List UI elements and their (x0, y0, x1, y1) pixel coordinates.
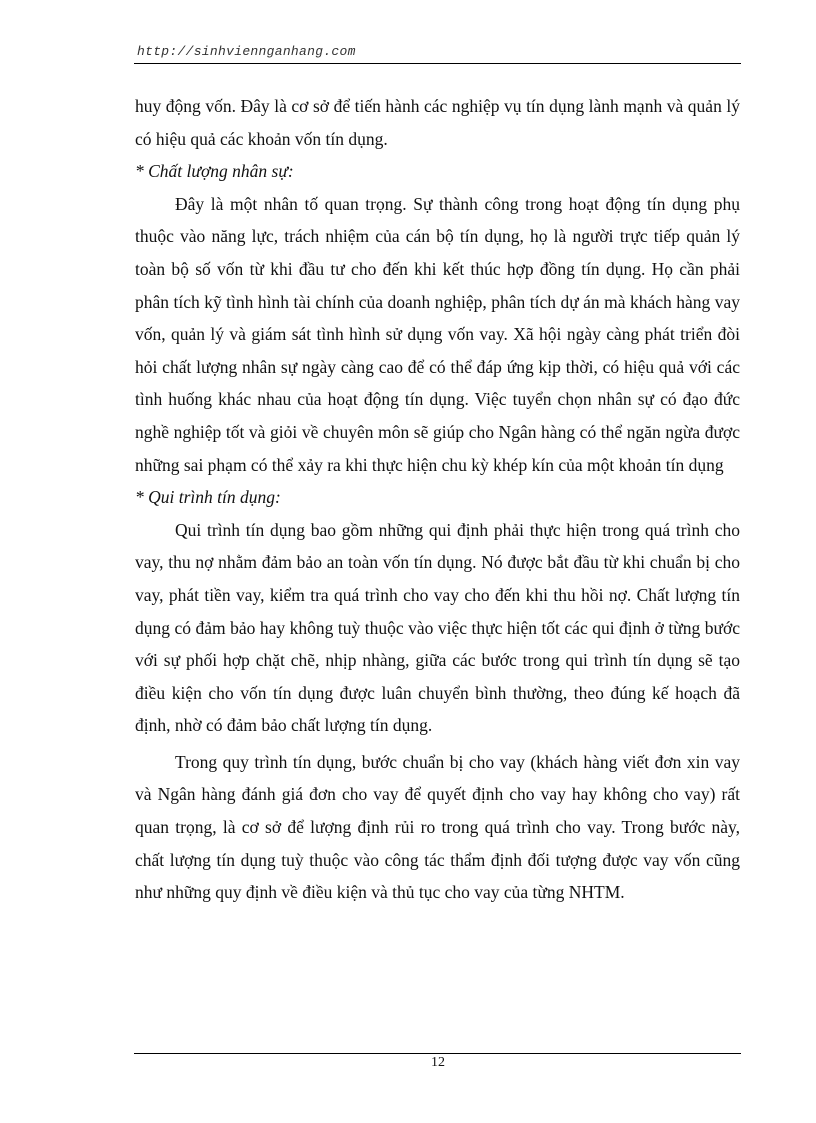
document-body (135, 90, 740, 909)
footer-divider (134, 1053, 741, 1054)
paragraph-capital-mobilization: huy động vốn. Đây là cơ sở để tiến hành các nghiệp vụ tín dụng lành mạnh và quản lý có hiệu quả các khoản vốn tín dụng. (135, 96, 740, 149)
paragraph-loan-preparation: Trong quy trình tín dụng, bước chuẩn bị cho vay (khách hàng viết đơn xin vay và Ngân hàng đánh giá đơn cho vay để quyết định cho vay hay không cho vay) rất quan trọng, là cơ sở để lượng định rủi ro trong quá trình cho vay. Trong bước này, chất lượng tín dụng tuỳ thuộc vào công tác thẩm định đối tượng được vay vốn cũng như những quy định về điều kiện và thủ tục cho vay của từng NHTM. (135, 751, 740, 903)
header-url: http://sinhviennganhang.com (137, 44, 356, 59)
header-divider (134, 63, 741, 64)
paragraph-credit-process: Qui trình tín dụng bao gồm những qui định phải thực hiện trong quá trình cho vay, thu nợ nhằm đảm bảo an toàn vốn tín dụng. Nó được bắt đầu từ khi chuẩn bị cho vay, phát tiền vay, kiểm tra quá trình cho vay cho đến khi thu hồi nợ. Chất lượng tín dụng có đảm bảo hay không tuỳ thuộc vào việc thực hiện tốt các qui định ở từng bước với sự phối hợp chặt chẽ, nhịp nhàng, giữa các bước trong qui trình tín dụng sẽ tạo điều kiện cho vốn tín dụng được luân chuyển bình thường, theo đúng kế hoạch đã định, nhờ có đảm bảo chất lượng tín dụng. (135, 519, 740, 736)
heading-credit-process: * Qui trình tín dụng: (135, 487, 281, 508)
paragraph-staff-quality: Đây là một nhân tố quan trọng. Sự thành công trong hoạt động tín dụng phụ thuộc vào năng lực, trách nhiệm của cán bộ tín dụng, họ là người trực tiếp quản lý toàn bộ số vốn từ khi đầu tư cho đến khi kết thúc hợp đồng tín dụng. Họ cần phải phân tích kỹ tình hình tài chính của doanh nghiệp, phân tích dự án mà khách hàng vay vốn, quản lý và giám sát tình hình sử dụng vốn vay. Xã hội ngày càng phát triển đòi hỏi chất lượng nhân sự ngày càng cao để có thể đáp ứng kịp thời, có hiệu quả với các tình huống khác nhau của hoạt động tín dụng. Việc tuyển chọn nhân sự có đạo đức nghề nghiệp tốt và giỏi về chuyên môn sẽ giúp cho Ngân hàng có thể ngăn ngừa được những sai phạm có thể xảy ra khi thực hiện chu kỳ khép kín của một khoản tín dụng (135, 193, 740, 475)
page-number: 12 (431, 1055, 445, 1070)
heading-staff-quality: * Chất lượng nhân sự: (135, 161, 294, 182)
